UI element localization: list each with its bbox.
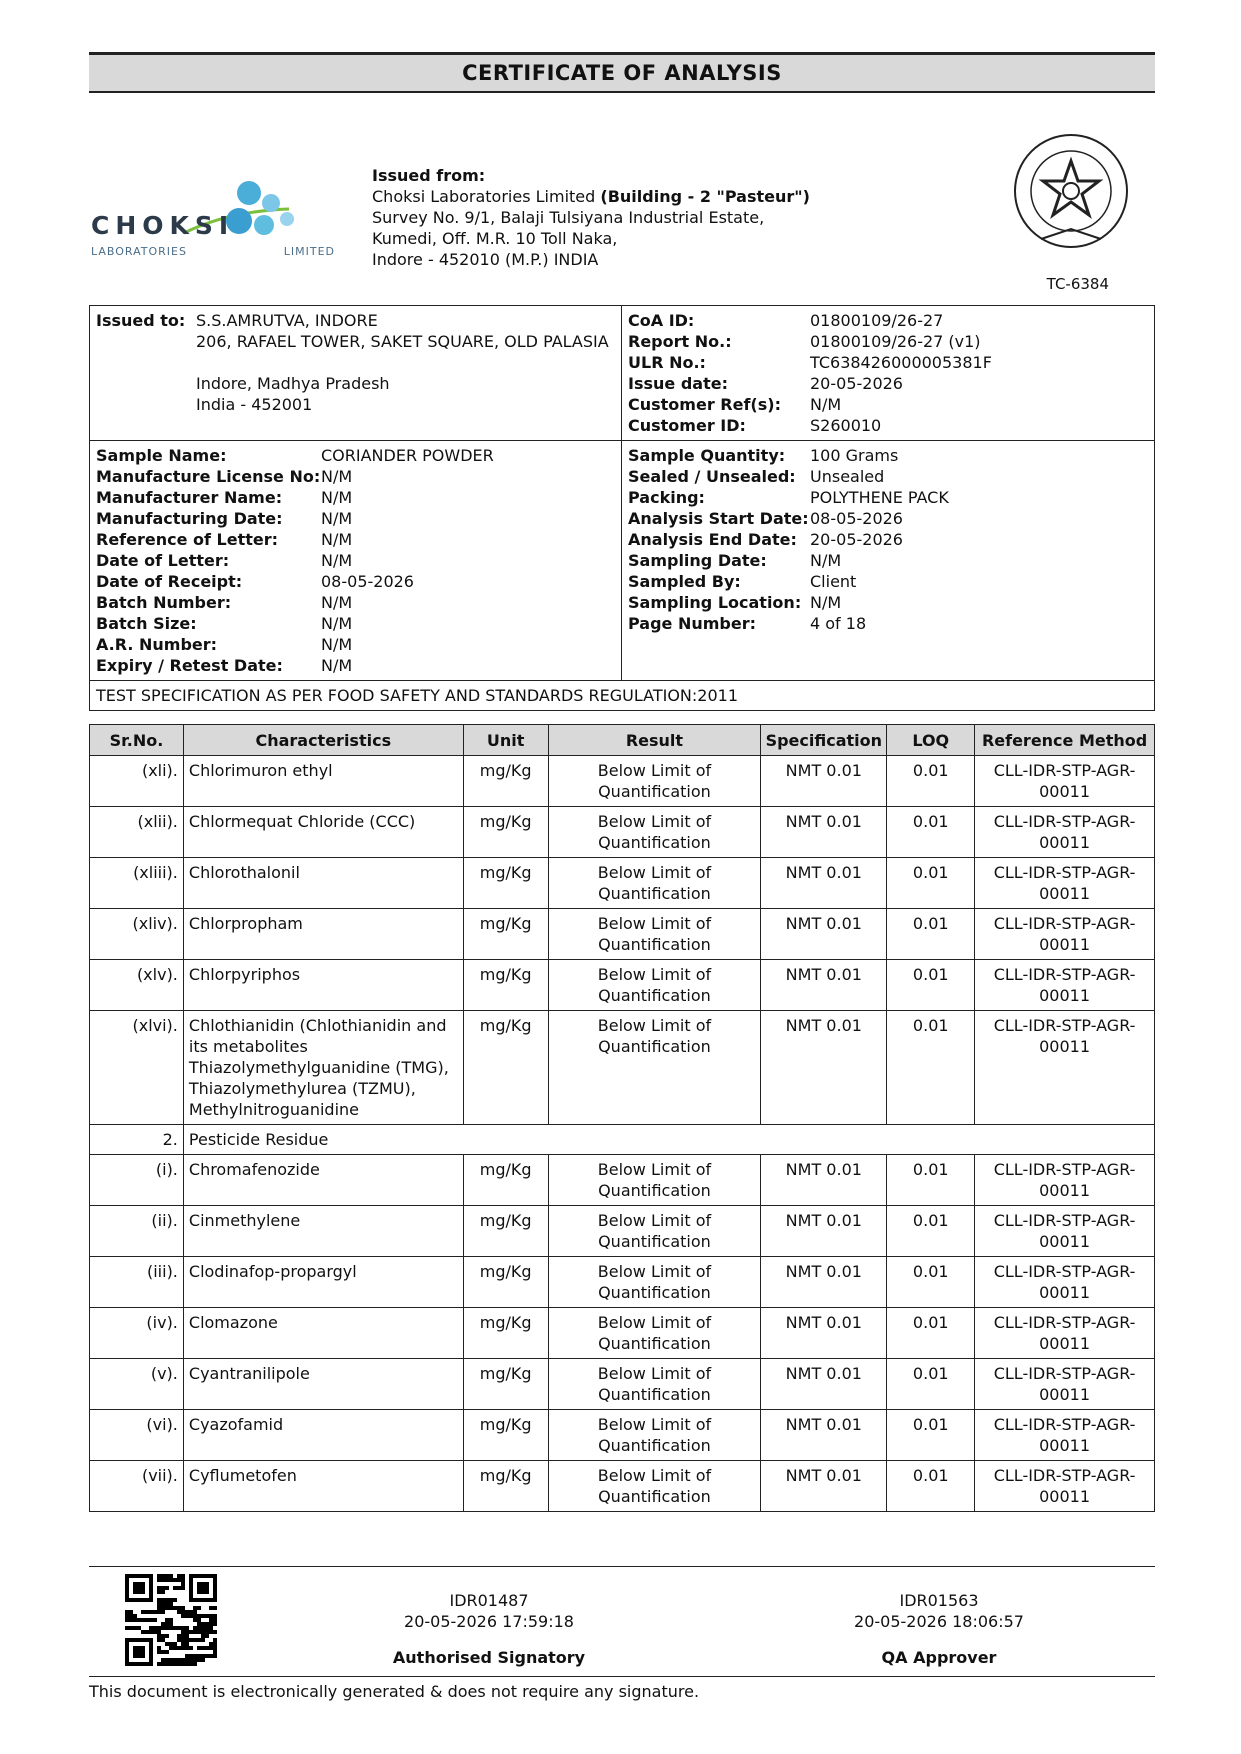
table-row bbox=[90, 909, 1155, 960]
loq-cell: 0.01 bbox=[887, 1410, 975, 1461]
serial-number-cell: (iv). bbox=[90, 1308, 184, 1359]
table-row bbox=[90, 1359, 1155, 1410]
field-value: N/M bbox=[321, 467, 353, 486]
signature-footer bbox=[89, 1566, 1155, 1701]
issuer-name: Choksi Laboratories Limited bbox=[372, 187, 596, 206]
logo-subtitle bbox=[91, 245, 335, 258]
field-row bbox=[628, 613, 1148, 634]
field-value: TC638426000005381F bbox=[810, 353, 992, 372]
field-value: CORIANDER POWDER bbox=[321, 446, 494, 465]
column-header: Reference Method bbox=[975, 725, 1155, 756]
field-value: Client bbox=[810, 572, 857, 591]
field-label: Expiry / Retest Date: bbox=[96, 656, 283, 675]
specification-cell: NMT 0.01 bbox=[761, 960, 887, 1011]
field-label: Report No.: bbox=[628, 332, 732, 351]
reference-method-cell: CLL-IDR-STP-AGR-00011 bbox=[975, 1206, 1155, 1257]
table-row bbox=[90, 1011, 1155, 1125]
table-body bbox=[90, 756, 1155, 1512]
issued-to-line: S.S.AMRUTVA, INDORE bbox=[196, 311, 378, 330]
field-label: Date of Letter: bbox=[96, 551, 230, 570]
loq-cell: 0.01 bbox=[887, 807, 975, 858]
serial-number-cell: (xli). bbox=[90, 756, 184, 807]
loq-cell: 0.01 bbox=[887, 960, 975, 1011]
specification-cell: NMT 0.01 bbox=[761, 1155, 887, 1206]
characteristic-cell: Chlormequat Chloride (CCC) bbox=[183, 807, 463, 858]
serial-number-cell: (xlvi). bbox=[90, 1011, 184, 1125]
reference-method-cell: CLL-IDR-STP-AGR-00011 bbox=[975, 807, 1155, 858]
specification-cell: NMT 0.01 bbox=[761, 1461, 887, 1512]
characteristic-cell: Cinmethylene bbox=[183, 1206, 463, 1257]
field-row bbox=[628, 508, 1148, 529]
issued-to-label: Issued to: bbox=[96, 311, 186, 330]
field-row bbox=[96, 487, 615, 508]
serial-number-cell: (vi). bbox=[90, 1410, 184, 1461]
characteristic-cell: Chlothianidin (Chlothianidin and its metabolites Thiazolymethylguanidine (TMG), Thiazolymethylurea (TZMU), Methylnitroguanidine bbox=[183, 1011, 463, 1125]
serial-number-cell: (v). bbox=[90, 1359, 184, 1410]
logo-sub-right: LIMITED bbox=[283, 245, 335, 258]
column-header: Specification bbox=[761, 725, 887, 756]
serial-number-cell: (xliii). bbox=[90, 858, 184, 909]
field-value: 4 of 18 bbox=[810, 614, 867, 633]
field-value: N/M bbox=[810, 395, 842, 414]
field-label: Sealed / Unsealed: bbox=[628, 467, 796, 486]
field-label: Sampling Date: bbox=[628, 551, 767, 570]
field-value: N/M bbox=[321, 635, 353, 654]
field-row bbox=[628, 466, 1148, 487]
result-cell: Below Limit of Quantification bbox=[548, 1155, 761, 1206]
accreditation-seal-icon bbox=[1011, 131, 1131, 251]
loq-cell: 0.01 bbox=[887, 858, 975, 909]
serial-number-cell: (xlii). bbox=[90, 807, 184, 858]
logo-sub-left: LABORATORIES bbox=[91, 245, 187, 258]
column-header: LOQ bbox=[887, 725, 975, 756]
specification-cell: NMT 0.01 bbox=[761, 1206, 887, 1257]
unit-cell: mg/Kg bbox=[463, 1359, 548, 1410]
specification-cell: NMT 0.01 bbox=[761, 909, 887, 960]
field-row bbox=[628, 331, 1148, 352]
issued-to-line: Indore, Madhya Pradesh bbox=[196, 374, 390, 393]
serial-number-cell: (vii). bbox=[90, 1461, 184, 1512]
characteristic-cell: Cyantranilipole bbox=[183, 1359, 463, 1410]
table-row bbox=[90, 1155, 1155, 1206]
test-specification: TEST SPECIFICATION AS PER FOOD SAFETY AND STANDARDS REGULATION:2011 bbox=[96, 686, 738, 705]
reference-method-cell: CLL-IDR-STP-AGR-00011 bbox=[975, 909, 1155, 960]
section-row bbox=[90, 1125, 1155, 1155]
issuer-name-line bbox=[372, 186, 810, 207]
table-row bbox=[90, 1308, 1155, 1359]
field-value: N/M bbox=[321, 593, 353, 612]
company-logo bbox=[89, 181, 339, 271]
column-header: Result bbox=[548, 725, 761, 756]
signatory-id: IDR01487 bbox=[449, 1591, 529, 1610]
unit-cell: mg/Kg bbox=[463, 1257, 548, 1308]
characteristic-cell: Clodinafop-propargyl bbox=[183, 1257, 463, 1308]
field-value: N/M bbox=[810, 551, 842, 570]
issuer-label: Issued from: bbox=[372, 166, 486, 185]
issuer-building: (Building - 2 "Pasteur") bbox=[600, 187, 810, 206]
issuer-address-line: Kumedi, Off. M.R. 10 Toll Naka, bbox=[372, 229, 618, 248]
unit-cell: mg/Kg bbox=[463, 756, 548, 807]
unit-cell: mg/Kg bbox=[463, 1308, 548, 1359]
loq-cell: 0.01 bbox=[887, 756, 975, 807]
field-value: S260010 bbox=[810, 416, 882, 435]
result-cell: Below Limit of Quantification bbox=[548, 807, 761, 858]
field-row bbox=[628, 571, 1148, 592]
reference-method-cell: CLL-IDR-STP-AGR-00011 bbox=[975, 1257, 1155, 1308]
loq-cell: 0.01 bbox=[887, 1461, 975, 1512]
field-row bbox=[96, 655, 615, 676]
field-label: Manufacturing Date: bbox=[96, 509, 283, 528]
approver-role: QA Approver bbox=[881, 1648, 997, 1667]
unit-cell: mg/Kg bbox=[463, 807, 548, 858]
table-row bbox=[90, 1206, 1155, 1257]
authorised-signatory bbox=[379, 1590, 599, 1668]
table-header-row bbox=[90, 725, 1155, 756]
specification-cell: NMT 0.01 bbox=[761, 1359, 887, 1410]
serial-number-cell: (iii). bbox=[90, 1257, 184, 1308]
loq-cell: 0.01 bbox=[887, 1011, 975, 1125]
specification-cell: NMT 0.01 bbox=[761, 858, 887, 909]
specification-cell: NMT 0.01 bbox=[761, 1410, 887, 1461]
loq-cell: 0.01 bbox=[887, 1308, 975, 1359]
field-label: Customer ID: bbox=[628, 416, 746, 435]
certificate-page bbox=[89, 52, 1155, 1512]
result-cell: Below Limit of Quantification bbox=[548, 1359, 761, 1410]
result-cell: Below Limit of Quantification bbox=[548, 756, 761, 807]
issued-to-section bbox=[90, 306, 622, 440]
field-value: Unsealed bbox=[810, 467, 885, 486]
field-value: N/M bbox=[321, 530, 353, 549]
issued-to-line bbox=[196, 352, 609, 373]
field-value: N/M bbox=[321, 614, 353, 633]
field-label: Sample Name: bbox=[96, 446, 227, 465]
reference-method-cell: CLL-IDR-STP-AGR-00011 bbox=[975, 858, 1155, 909]
field-label: Analysis End Date: bbox=[628, 530, 797, 549]
field-value: 08-05-2026 bbox=[321, 572, 414, 591]
field-label: Batch Size: bbox=[96, 614, 197, 633]
field-value: 20-05-2026 bbox=[810, 530, 903, 549]
field-label: CoA ID: bbox=[628, 311, 695, 330]
approver-datetime: 20-05-2026 18:06:57 bbox=[854, 1612, 1024, 1631]
document-title: CERTIFICATE OF ANALYSIS bbox=[89, 52, 1155, 93]
field-row bbox=[628, 445, 1148, 466]
specification-cell: NMT 0.01 bbox=[761, 1011, 887, 1125]
field-row bbox=[628, 373, 1148, 394]
field-value: 01800109/26-27 bbox=[810, 311, 944, 330]
reference-method-cell: CLL-IDR-STP-AGR-00011 bbox=[975, 756, 1155, 807]
field-value: N/M bbox=[810, 593, 842, 612]
table-row bbox=[90, 756, 1155, 807]
field-row bbox=[628, 550, 1148, 571]
logo-wordmark: CHOKSI bbox=[91, 211, 235, 240]
field-label: Batch Number: bbox=[96, 593, 232, 612]
field-label: A.R. Number: bbox=[96, 635, 218, 654]
unit-cell: mg/Kg bbox=[463, 858, 548, 909]
sample-details-right bbox=[622, 441, 1154, 680]
result-cell: Below Limit of Quantification bbox=[548, 1257, 761, 1308]
field-row bbox=[628, 415, 1148, 436]
section-title-cell: Pesticide Residue bbox=[183, 1125, 1154, 1155]
field-row bbox=[628, 310, 1148, 331]
column-header: Characteristics bbox=[183, 725, 463, 756]
specification-cell: NMT 0.01 bbox=[761, 1308, 887, 1359]
serial-number-cell: (xliv). bbox=[90, 909, 184, 960]
field-value: N/M bbox=[321, 656, 353, 675]
field-value: 01800109/26-27 (v1) bbox=[810, 332, 981, 351]
result-cell: Below Limit of Quantification bbox=[548, 1410, 761, 1461]
signatory-datetime: 20-05-2026 17:59:18 bbox=[404, 1612, 574, 1631]
field-row bbox=[96, 508, 615, 529]
field-row bbox=[96, 613, 615, 634]
header bbox=[89, 93, 1155, 305]
serial-number-cell: 2. bbox=[90, 1125, 184, 1155]
field-value: N/M bbox=[321, 488, 353, 507]
field-row bbox=[628, 487, 1148, 508]
characteristic-cell: Chlorimuron ethyl bbox=[183, 756, 463, 807]
reference-method-cell: CLL-IDR-STP-AGR-00011 bbox=[975, 1011, 1155, 1125]
specification-cell: NMT 0.01 bbox=[761, 1257, 887, 1308]
field-value: 20-05-2026 bbox=[810, 374, 903, 393]
specification-cell: NMT 0.01 bbox=[761, 756, 887, 807]
loq-cell: 0.01 bbox=[887, 1155, 975, 1206]
serial-number-cell: (i). bbox=[90, 1155, 184, 1206]
characteristic-cell: Chlorpyriphos bbox=[183, 960, 463, 1011]
field-row bbox=[96, 529, 615, 550]
table-row bbox=[90, 960, 1155, 1011]
coa-section bbox=[622, 306, 1154, 440]
unit-cell: mg/Kg bbox=[463, 1461, 548, 1512]
unit-cell: mg/Kg bbox=[463, 909, 548, 960]
field-value: N/M bbox=[321, 509, 353, 528]
qa-approver bbox=[829, 1590, 1049, 1668]
result-cell: Below Limit of Quantification bbox=[548, 1308, 761, 1359]
table-row bbox=[90, 1257, 1155, 1308]
column-header: Unit bbox=[463, 725, 548, 756]
field-label: Issue date: bbox=[628, 374, 728, 393]
field-label: Page Number: bbox=[628, 614, 757, 633]
unit-cell: mg/Kg bbox=[463, 1011, 548, 1125]
column-header: Sr.No. bbox=[90, 725, 184, 756]
issued-to-line: India - 452001 bbox=[196, 395, 313, 414]
reference-method-cell: CLL-IDR-STP-AGR-00011 bbox=[975, 1410, 1155, 1461]
serial-number-cell: (xlv). bbox=[90, 960, 184, 1011]
characteristic-cell: Cyazofamid bbox=[183, 1410, 463, 1461]
issuer-address-line: Survey No. 9/1, Balaji Tulsiyana Industrial Estate, bbox=[372, 208, 765, 227]
field-label: Sample Quantity: bbox=[628, 446, 786, 465]
unit-cell: mg/Kg bbox=[463, 1155, 548, 1206]
issued-to-line: 206, RAFAEL TOWER, SAKET SQUARE, OLD PALASIA bbox=[196, 332, 609, 351]
approver-id: IDR01563 bbox=[899, 1591, 979, 1610]
field-label: Reference of Letter: bbox=[96, 530, 279, 549]
result-cell: Below Limit of Quantification bbox=[548, 960, 761, 1011]
field-label: Packing: bbox=[628, 488, 705, 507]
table-row bbox=[90, 1410, 1155, 1461]
issuer-address-line: Indore - 452010 (M.P.) INDIA bbox=[372, 250, 599, 269]
field-label: Customer Ref(s): bbox=[628, 395, 781, 414]
field-value: 08-05-2026 bbox=[810, 509, 903, 528]
field-row bbox=[96, 634, 615, 655]
field-row bbox=[628, 352, 1148, 373]
field-row bbox=[96, 550, 615, 571]
loq-cell: 0.01 bbox=[887, 1359, 975, 1410]
field-row bbox=[628, 394, 1148, 415]
unit-cell: mg/Kg bbox=[463, 1410, 548, 1461]
unit-cell: mg/Kg bbox=[463, 1206, 548, 1257]
field-value: 100 Grams bbox=[810, 446, 899, 465]
field-row bbox=[96, 592, 615, 613]
reference-method-cell: CLL-IDR-STP-AGR-00011 bbox=[975, 1155, 1155, 1206]
specification-cell: NMT 0.01 bbox=[761, 807, 887, 858]
field-label: ULR No.: bbox=[628, 353, 706, 372]
loq-cell: 0.01 bbox=[887, 1257, 975, 1308]
table-row bbox=[90, 858, 1155, 909]
field-value: N/M bbox=[321, 551, 353, 570]
field-label: Manufacturer Name: bbox=[96, 488, 283, 507]
results-table bbox=[89, 724, 1155, 1512]
result-cell: Below Limit of Quantification bbox=[548, 909, 761, 960]
loq-cell: 0.01 bbox=[887, 1206, 975, 1257]
signatory-role: Authorised Signatory bbox=[392, 1648, 586, 1667]
reference-method-cell: CLL-IDR-STP-AGR-00011 bbox=[975, 1308, 1155, 1359]
field-row bbox=[96, 445, 615, 466]
reference-method-cell: CLL-IDR-STP-AGR-00011 bbox=[975, 1461, 1155, 1512]
result-cell: Below Limit of Quantification bbox=[548, 858, 761, 909]
result-cell: Below Limit of Quantification bbox=[548, 1206, 761, 1257]
field-row bbox=[628, 529, 1148, 550]
field-row bbox=[96, 571, 615, 592]
issued-to-lines bbox=[196, 310, 609, 415]
field-label: Sampling Location: bbox=[628, 593, 802, 612]
field-row bbox=[628, 592, 1148, 613]
result-cell: Below Limit of Quantification bbox=[548, 1011, 761, 1125]
reference-method-cell: CLL-IDR-STP-AGR-00011 bbox=[975, 1359, 1155, 1410]
field-row bbox=[96, 466, 615, 487]
characteristic-cell: Chromafenozide bbox=[183, 1155, 463, 1206]
characteristic-cell: Chlorothalonil bbox=[183, 858, 463, 909]
field-label: Analysis Start Date: bbox=[628, 509, 809, 528]
result-cell: Below Limit of Quantification bbox=[548, 1461, 761, 1512]
accreditation-code: TC-6384 bbox=[1046, 275, 1109, 293]
characteristic-cell: Clomazone bbox=[183, 1308, 463, 1359]
issuer-block bbox=[372, 165, 810, 270]
field-label: Date of Receipt: bbox=[96, 572, 243, 591]
field-label: Manufacture License No: bbox=[96, 467, 321, 486]
table-row bbox=[90, 807, 1155, 858]
characteristic-cell: Cyflumetofen bbox=[183, 1461, 463, 1512]
serial-number-cell: (ii). bbox=[90, 1206, 184, 1257]
footer-note: This document is electronically generated & does not require any signature. bbox=[89, 1682, 700, 1701]
characteristic-cell: Chlorpropham bbox=[183, 909, 463, 960]
reference-method-cell: CLL-IDR-STP-AGR-00011 bbox=[975, 960, 1155, 1011]
details-box bbox=[89, 305, 1155, 711]
field-value: POLYTHENE PACK bbox=[810, 488, 949, 507]
field-label: Sampled By: bbox=[628, 572, 741, 591]
sample-details-left bbox=[90, 441, 622, 680]
unit-cell: mg/Kg bbox=[463, 960, 548, 1011]
loq-cell: 0.01 bbox=[887, 909, 975, 960]
table-row bbox=[90, 1461, 1155, 1512]
qr-code-icon bbox=[125, 1574, 217, 1666]
